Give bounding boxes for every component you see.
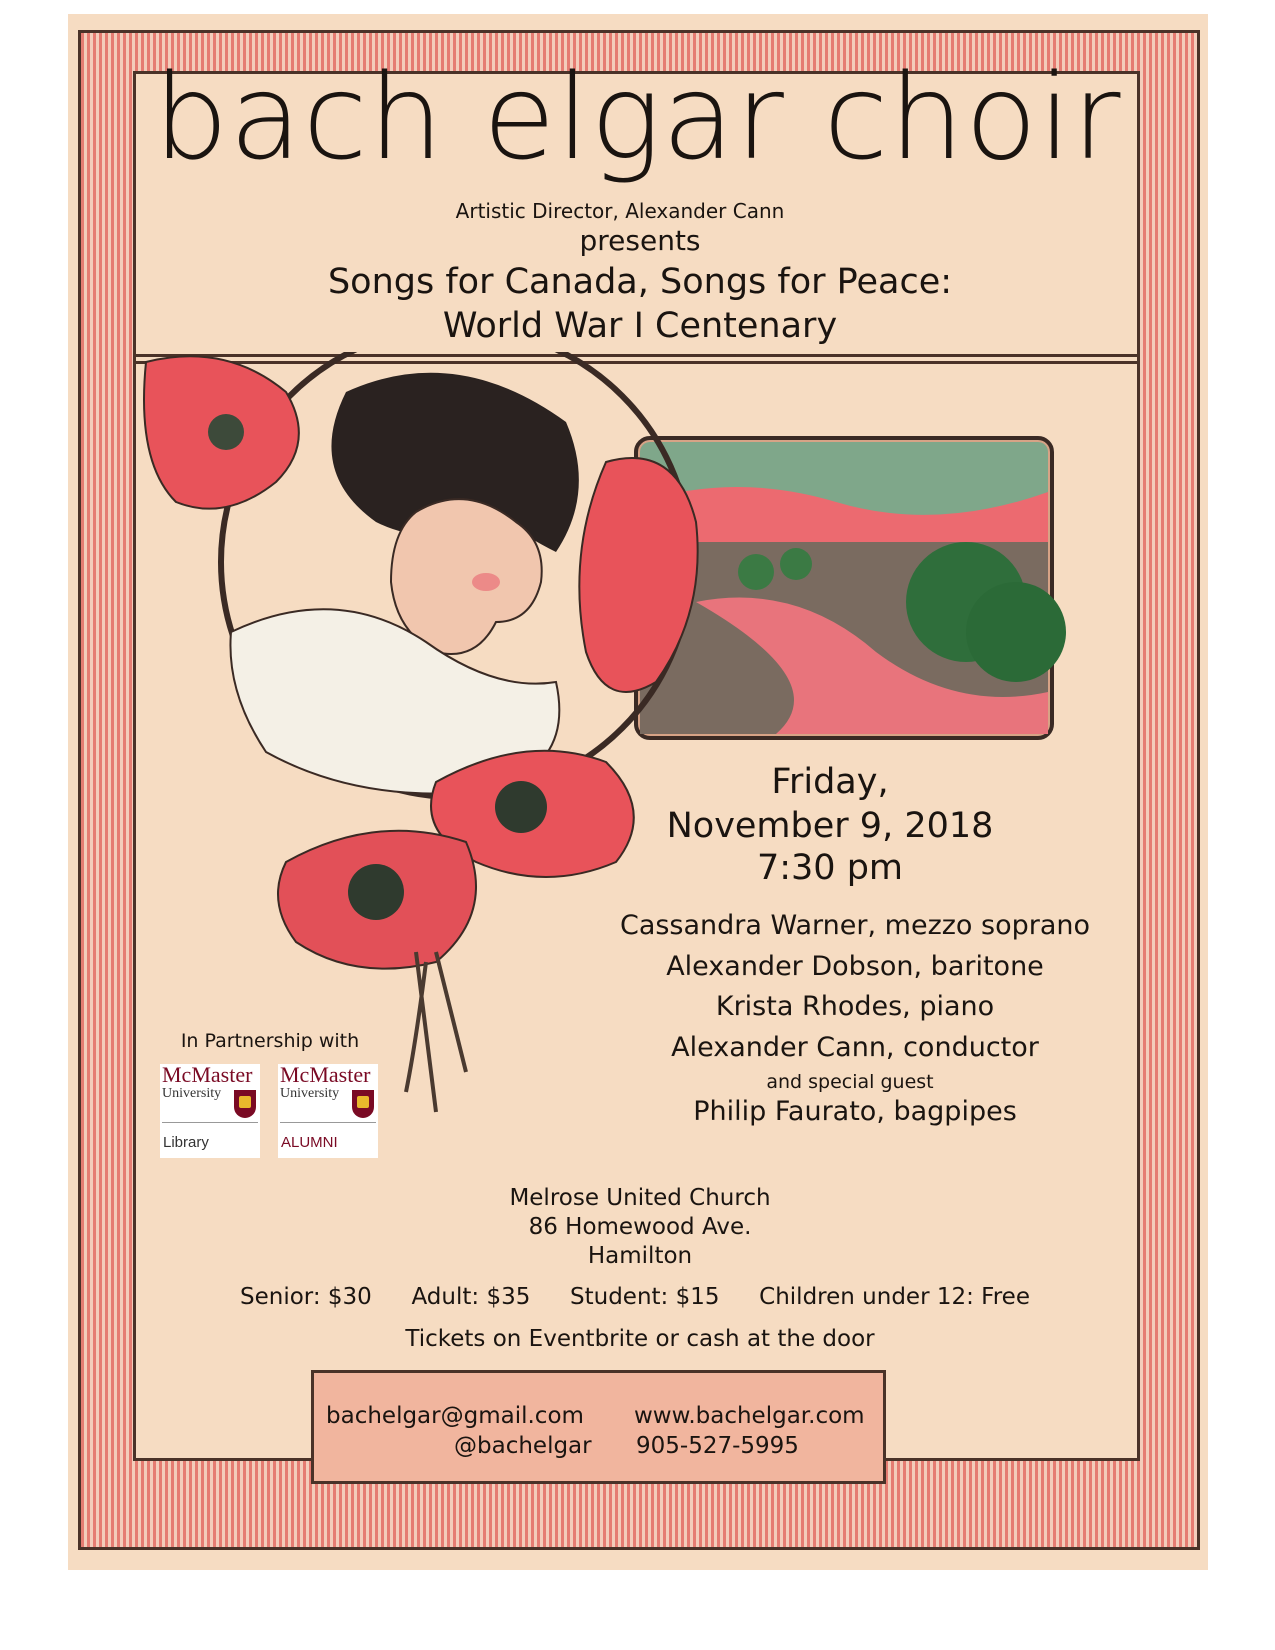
logo-unit: Library [163, 1134, 209, 1151]
concert-title-line2: World War I Centenary [442, 306, 838, 346]
contact-phone: 905-527-5995 [636, 1433, 799, 1459]
performer: Krista Rhodes, piano [715, 991, 995, 1022]
shield-icon [234, 1090, 256, 1118]
logo-sub: University [162, 1086, 222, 1101]
special-guest-label: and special guest [766, 1071, 934, 1093]
concert-title-line1: Songs for Canada, Songs for Peace: [327, 262, 953, 302]
price-item: Adult: $35 [411, 1284, 531, 1310]
venue-address: 86 Homewood Ave. [528, 1214, 752, 1240]
logo-divider [280, 1122, 376, 1123]
price-list [240, 1284, 1030, 1310]
mcmaster-library-logo [160, 1064, 260, 1158]
logo-name: McMaster [162, 1062, 253, 1087]
poppy-top-left [144, 356, 299, 508]
venue-name: Melrose United Church [509, 1185, 771, 1211]
special-guest: Philip Faurato, bagpipes [693, 1096, 1017, 1127]
price-item: Children under 12: Free [759, 1284, 1030, 1310]
shield-icon [352, 1090, 374, 1118]
poppy-stems [406, 952, 466, 1112]
venue-city: Hamilton [587, 1243, 693, 1269]
contact-website[interactable]: www.bachelgar.com [634, 1403, 865, 1429]
logo-divider [162, 1122, 258, 1123]
performer: Alexander Cann, conductor [671, 1032, 1039, 1063]
event-date: November 9, 2018 [666, 806, 994, 846]
ticket-info: Tickets on Eventbrite or cash at the door [405, 1326, 875, 1352]
event-time: 7:30 pm [756, 848, 904, 888]
event-day: Friday, [771, 762, 889, 802]
logo-unit: ALUMNI [281, 1134, 338, 1151]
contact-social[interactable]: @bachelgar [454, 1433, 592, 1459]
performer: Alexander Dobson, baritone [666, 951, 1044, 982]
contact-box [311, 1370, 886, 1484]
contact-email[interactable]: bachelgar@gmail.com [326, 1403, 584, 1429]
partnership-label: In Partnership with [180, 1030, 360, 1052]
logo-sub: University [280, 1086, 340, 1101]
choir-title: bach elgar choir [153, 48, 1122, 186]
artistic-director: Artistic Director, Alexander Cann [455, 199, 785, 223]
mcmaster-alumni-logo [278, 1064, 378, 1158]
poppy-bottom-2 [278, 831, 476, 969]
logo-name: McMaster [280, 1062, 371, 1087]
presents-label: presents [579, 224, 701, 257]
price-item: Student: $15 [570, 1284, 720, 1310]
price-item: Senior: $30 [240, 1284, 372, 1310]
performer: Cassandra Warner, mezzo soprano [619, 910, 1091, 941]
landscape-picture [636, 438, 1066, 738]
